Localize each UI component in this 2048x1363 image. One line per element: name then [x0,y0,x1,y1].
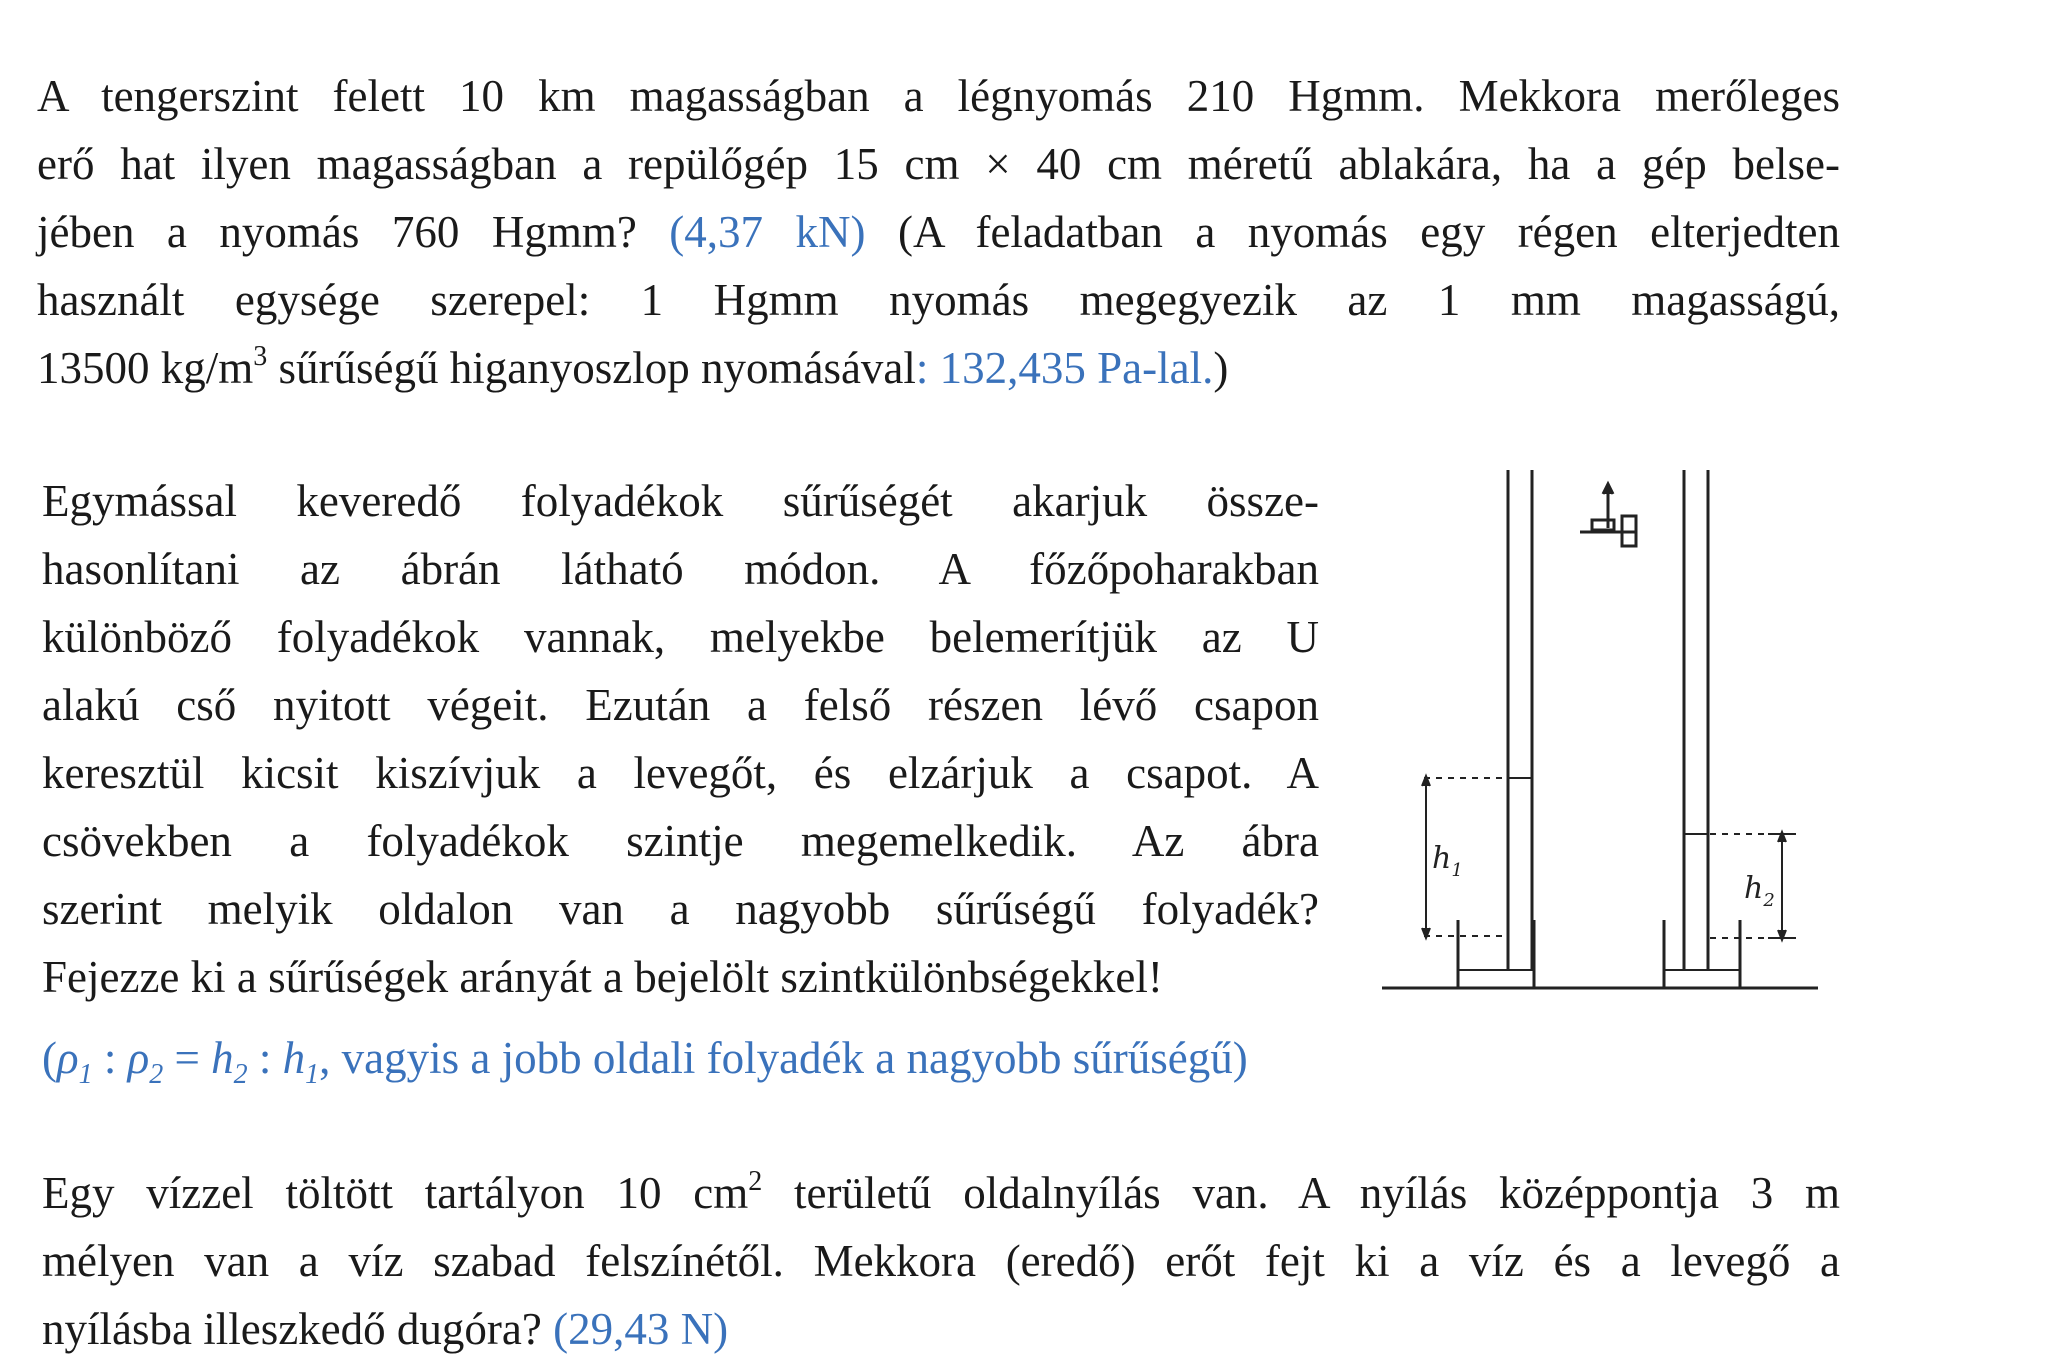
rho-symbol: ρ [57,1033,79,1083]
problem-2-line: Egymással keveredő folyadékok sűrűségét akarjuk össze- [42,476,1319,526]
subscript: 1 [78,1059,93,1090]
u-tube-outer-wall [1508,470,1708,970]
h1-label: $h_1$ [1432,841,1463,881]
text: Egy vízzel töltött tartályon 10 cm [42,1168,749,1218]
problem-1-paragraph [37,62,1840,402]
text: erő hat ilyen magasságban a repülőgép 15 cm × 40 cm méretű ablakára, ha a gép belse- [37,139,1840,189]
subscript: 2 [149,1059,164,1090]
problem-2-paragraph [42,467,1319,1011]
problem-3-line [42,1295,1840,1363]
h-symbol: h [211,1033,234,1083]
h-symbol: h [282,1033,306,1083]
problem-1-line [37,198,1840,266]
u-tube-svg [1370,470,1840,1010]
text: sűrűségű higanyoszlop nyomásával [267,343,916,393]
problem-1-conversion-value: : 132,435 Pa-lal. [915,343,1214,393]
problem-2-line: különböző folyadékok vannak, melyekbe belemerítjük az U [42,612,1319,662]
subscript: 2 [233,1059,248,1090]
problem-2-answer [42,1024,1542,1109]
text: nyílásba illeszkedő dugóra? [42,1304,554,1354]
text: : [92,1033,128,1083]
superscript: 3 [253,341,268,372]
text: 13500 kg/m [37,343,254,393]
problem-2-line: alakú cső nyitott végeit. Ezután a felső részen lévő csapon [42,680,1319,730]
text: : [247,1033,283,1083]
problem-1-line [37,62,1840,130]
subscript: 1 [305,1059,320,1090]
text: (A feladatban a nyomás egy régen elterjedten [865,207,1841,257]
problem-1-line [37,334,1840,402]
problem-2-line: szerint melyik oldalon van a nagyobb sűrűségű folyadék? [42,884,1319,934]
text: ( [42,1033,57,1083]
problem-3-line [42,1227,1840,1295]
left-beaker [1458,920,1534,988]
tap-arrow-icon [1603,484,1613,494]
problem-3-answer: (29,43 N) [553,1304,729,1354]
right-beaker [1664,920,1740,988]
h2-label: $h_2$ [1744,871,1775,911]
problem-3-line [42,1159,1840,1227]
problem-1-line [37,266,1840,334]
text: jében a nyomás 760 Hgmm? [37,207,670,257]
text: területű oldalnyílás van. A nyílás középpontja 3 m [762,1168,1840,1218]
problem-2-line: hasonlítani az ábrán látható módon. A főzőpoharakban [42,544,1319,594]
text: , vagyis a jobb oldali folyadék a nagyobb sűrűségű) [319,1033,1248,1083]
text: ) [1213,343,1229,393]
problem-1-answer: (4,37 kN) [669,207,866,257]
text: mélyen van a víz szabad felszínétől. Mekkora (eredő) erőt fejt ki a víz és a levegő a [42,1236,1840,1286]
text: = [163,1033,212,1083]
problem-1-line [37,130,1840,198]
u-tube-diagram [1370,470,1840,1010]
superscript: 2 [748,1166,763,1197]
text: használt egysége szerepel: 1 Hgmm nyomás megegyezik az 1 mm magasságú, [37,275,1840,325]
tap-valve [1592,520,1614,530]
problem-2-line: keresztül kicsit kiszívjuk a levegőt, és elzárjuk a csapot. A [42,748,1319,798]
problem-2-line: csövekben a folyadékok szintje megemelkedik. Az ábra [42,816,1319,866]
problem-2-line: Fejezze ki a sűrűségek arányát a bejelölt szintkülönbségekkel! [42,952,1163,1002]
u-tube-inner-wall [1532,470,1684,970]
problem-3-paragraph [42,1159,1840,1363]
problem-2-answer-line [42,1024,1542,1109]
rho-symbol: ρ [127,1033,150,1083]
text: A tengerszint felett 10 km magasságban a légnyomás 210 Hgmm. Mekkora merőleges [37,71,1840,121]
